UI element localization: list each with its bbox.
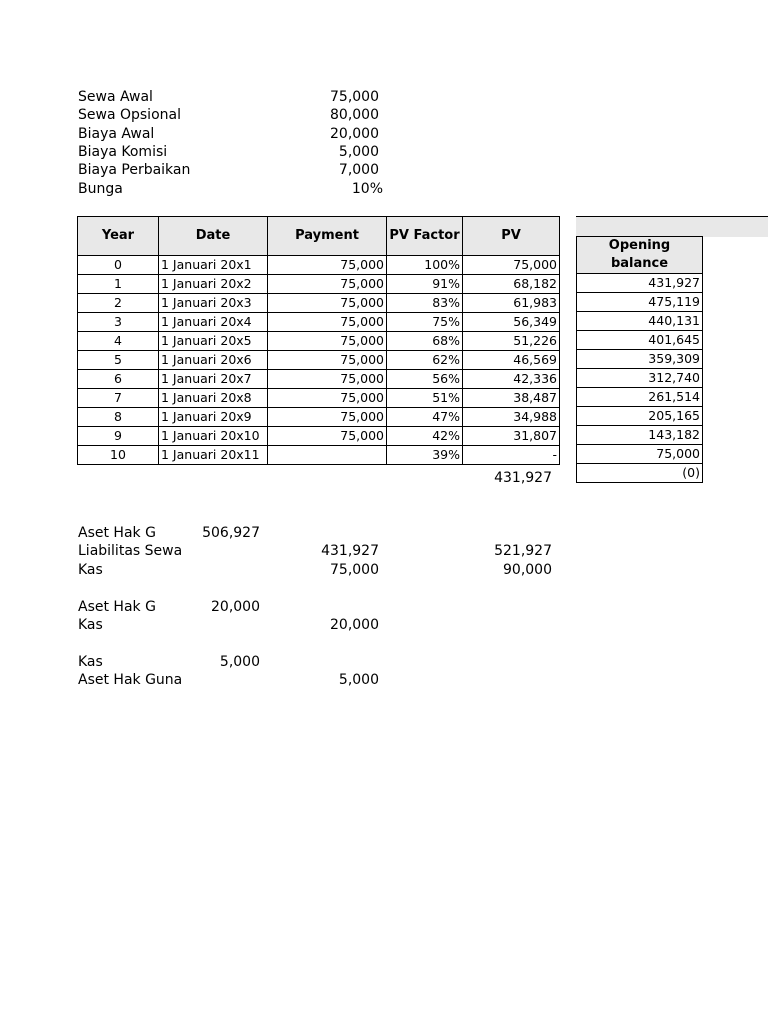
- cell-pv-factor: 47%: [387, 408, 463, 427]
- cell-payment: 75,000: [268, 256, 387, 275]
- cell-year: 10: [78, 446, 159, 465]
- cell-opening-balance: 440,131: [577, 312, 703, 331]
- table-row: [577, 369, 703, 388]
- cell-pv: 61,983: [463, 294, 560, 313]
- cell-opening-balance: 475,119: [577, 293, 703, 312]
- cell-pv: 75,000: [463, 256, 560, 275]
- col-header-pv: PV: [463, 217, 560, 256]
- cell-pv-factor: 56%: [387, 370, 463, 389]
- table-row: [577, 464, 703, 483]
- cell-opening-balance: 261,514: [577, 388, 703, 407]
- col-header-opening-balance: Opening balance: [577, 237, 703, 274]
- input-label: Bunga: [78, 181, 123, 197]
- opening-balance-table: [576, 236, 703, 483]
- cell-payment: 75,000: [268, 294, 387, 313]
- cell-year: 4: [78, 332, 159, 351]
- cell-year: 3: [78, 313, 159, 332]
- cell-pv-factor: 68%: [387, 332, 463, 351]
- debit-amount: 20,000: [211, 599, 260, 615]
- input-value: 80,000: [330, 107, 379, 123]
- cell-pv-factor: 75%: [387, 313, 463, 332]
- input-label: Sewa Opsional: [78, 107, 181, 123]
- col-header-payment: Payment: [268, 217, 387, 256]
- cell-date: 1 Januari 20x11: [159, 446, 268, 465]
- credit-amount: 75,000: [330, 562, 379, 578]
- table-row: [78, 427, 560, 446]
- cell-pv: 51,226: [463, 332, 560, 351]
- cell-payment: 75,000: [268, 351, 387, 370]
- input-value: 10%: [351, 181, 383, 197]
- cell-date: 1 Januari 20x1: [159, 256, 268, 275]
- cell-pv-factor: 39%: [387, 446, 463, 465]
- input-value: 7,000: [338, 162, 379, 178]
- table-row: [78, 332, 560, 351]
- table-row: [577, 293, 703, 312]
- cell-year: 9: [78, 427, 159, 446]
- cell-date: 1 Januari 20x6: [159, 351, 268, 370]
- cell-payment: 75,000: [268, 313, 387, 332]
- cell-pv: 34,988: [463, 408, 560, 427]
- input-label: Biaya Perbaikan: [78, 162, 191, 178]
- cell-pv-factor: 83%: [387, 294, 463, 313]
- cell-pv: -: [463, 446, 560, 465]
- input-label: Biaya Awal: [78, 126, 155, 142]
- cell-year: 1: [78, 275, 159, 294]
- cell-opening-balance: 401,645: [577, 331, 703, 350]
- table-row: [577, 388, 703, 407]
- table-row: [78, 313, 560, 332]
- cell-date: 1 Januari 20x7: [159, 370, 268, 389]
- cell-pv-factor: 91%: [387, 275, 463, 294]
- opening-header-band: [576, 216, 768, 237]
- cell-opening-balance: 75,000: [577, 445, 703, 464]
- cell-opening-balance: 431,927: [577, 274, 703, 293]
- pv-total: 431,927: [494, 470, 552, 486]
- credit-account: Liabilitas Sewa: [78, 543, 183, 559]
- table-row: [78, 294, 560, 313]
- cell-date: 1 Januari 20x2: [159, 275, 268, 294]
- cell-payment: 75,000: [268, 408, 387, 427]
- cell-payment: 75,000: [268, 275, 387, 294]
- table-row: [577, 274, 703, 293]
- table-row: [78, 389, 560, 408]
- cell-pv: 38,487: [463, 389, 560, 408]
- cell-year: 6: [78, 370, 159, 389]
- input-label: Sewa Awal: [78, 89, 153, 105]
- table-row: [577, 350, 703, 369]
- cell-payment: 75,000: [268, 370, 387, 389]
- table-row: [78, 351, 560, 370]
- cell-pv: 68,182: [463, 275, 560, 294]
- cell-date: 1 Januari 20x10: [159, 427, 268, 446]
- input-label: Biaya Komisi: [78, 144, 168, 160]
- table-row: [577, 312, 703, 331]
- input-value: 75,000: [330, 89, 379, 105]
- table-row: [577, 445, 703, 464]
- cell-pv: 42,336: [463, 370, 560, 389]
- cell-pv-factor: 62%: [387, 351, 463, 370]
- cell-opening-balance: 312,740: [577, 369, 703, 388]
- cell-opening-balance: 143,182: [577, 426, 703, 445]
- cell-payment: 75,000: [268, 332, 387, 351]
- cell-year: 0: [78, 256, 159, 275]
- table-header-row: [78, 217, 560, 256]
- cell-pv: 31,807: [463, 427, 560, 446]
- cell-pv: 56,349: [463, 313, 560, 332]
- side-amount: 90,000: [503, 562, 552, 578]
- debit-amount: 506,927: [202, 525, 260, 541]
- cell-pv-factor: 100%: [387, 256, 463, 275]
- table-row: [577, 407, 703, 426]
- credit-amount: 20,000: [330, 617, 379, 633]
- credit-account: Kas: [78, 617, 103, 633]
- cell-date: 1 Januari 20x4: [159, 313, 268, 332]
- table-row: [78, 275, 560, 294]
- cell-date: 1 Januari 20x9: [159, 408, 268, 427]
- input-value: 5,000: [338, 144, 379, 160]
- cell-payment: [268, 446, 387, 465]
- table-row: [78, 446, 560, 465]
- cell-payment: 75,000: [268, 389, 387, 408]
- cell-date: 1 Januari 20x3: [159, 294, 268, 313]
- cell-pv-factor: 42%: [387, 427, 463, 446]
- pv-schedule-table: [77, 216, 560, 465]
- col-header-date: Date: [159, 217, 268, 256]
- table-row: [78, 256, 560, 275]
- cell-pv-factor: 51%: [387, 389, 463, 408]
- table-header-row: [577, 237, 703, 274]
- cell-opening-balance: 359,309: [577, 350, 703, 369]
- cell-opening-balance: (0): [577, 464, 703, 483]
- credit-amount: 5,000: [338, 672, 379, 688]
- cell-pv: 46,569: [463, 351, 560, 370]
- table-row: [78, 370, 560, 389]
- table-row: [78, 408, 560, 427]
- table-row: [577, 426, 703, 445]
- col-header-year: Year: [78, 217, 159, 256]
- table-row: [577, 331, 703, 350]
- col-header-pv-factor: PV Factor: [387, 217, 463, 256]
- cell-year: 8: [78, 408, 159, 427]
- cell-year: 5: [78, 351, 159, 370]
- cell-payment: 75,000: [268, 427, 387, 446]
- cell-date: 1 Januari 20x5: [159, 332, 268, 351]
- debit-account: Kas: [78, 654, 103, 670]
- debit-account: Aset Hak G: [78, 599, 156, 615]
- side-amount: 521,927: [494, 543, 552, 559]
- cell-opening-balance: 205,165: [577, 407, 703, 426]
- credit-account: Kas: [78, 562, 103, 578]
- credit-account: Aset Hak Guna: [78, 672, 183, 688]
- credit-amount: 431,927: [321, 543, 379, 559]
- input-value: 20,000: [330, 126, 379, 142]
- debit-amount: 5,000: [219, 654, 260, 670]
- cell-year: 2: [78, 294, 159, 313]
- cell-date: 1 Januari 20x8: [159, 389, 268, 408]
- cell-year: 7: [78, 389, 159, 408]
- debit-account: Aset Hak G: [78, 525, 156, 541]
